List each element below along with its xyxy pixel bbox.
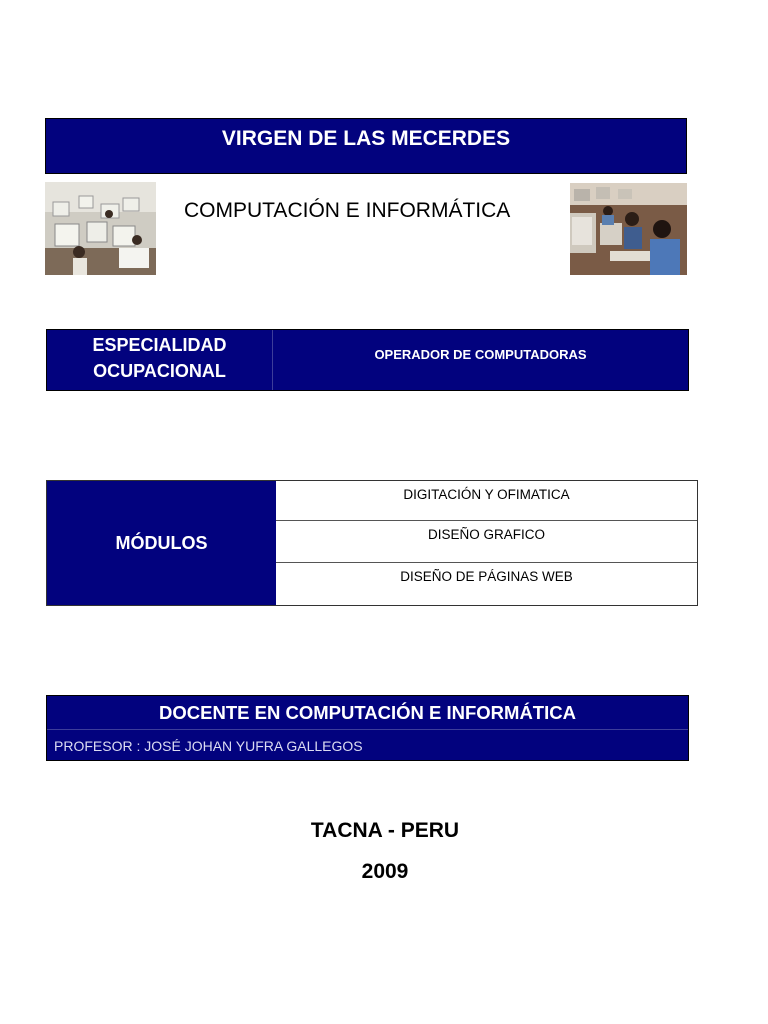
year: 2009 <box>361 860 409 883</box>
teacher-heading: DOCENTE EN COMPUTACIÓN E INFORMÁTICA <box>47 696 688 730</box>
module-item: DIGITACIÓN Y OFIMATICA <box>276 481 697 521</box>
module-item: DISEÑO GRAFICO <box>276 521 697 563</box>
location: TACNA - PERU <box>310 819 460 842</box>
program-subtitle: COMPUTACIÓN E INFORMÁTICA <box>184 199 511 222</box>
modules-list <box>276 481 697 605</box>
teacher-name: PROFESOR : JOSÉ JOHAN YUFRA GALLEGOS <box>54 738 363 754</box>
modules-table <box>46 480 698 606</box>
specialty-table <box>46 329 689 391</box>
computer-lab-photo-left <box>45 182 156 275</box>
specialty-label-line2: OCUPACIONAL <box>93 361 226 381</box>
modules-label: MÓDULOS <box>47 481 276 605</box>
teacher-table <box>46 695 689 761</box>
specialty-label-line1: ESPECIALIDAD <box>92 335 227 355</box>
computer-lab-photo-right <box>570 183 687 275</box>
specialty-label <box>47 330 273 390</box>
module-item: DISEÑO DE PÁGINAS WEB <box>400 569 573 584</box>
school-title-bar <box>45 118 687 174</box>
specialty-value: OPERADOR DE COMPUTADORAS <box>374 346 587 362</box>
school-title: VIRGEN DE LAS MECERDES <box>221 127 511 150</box>
